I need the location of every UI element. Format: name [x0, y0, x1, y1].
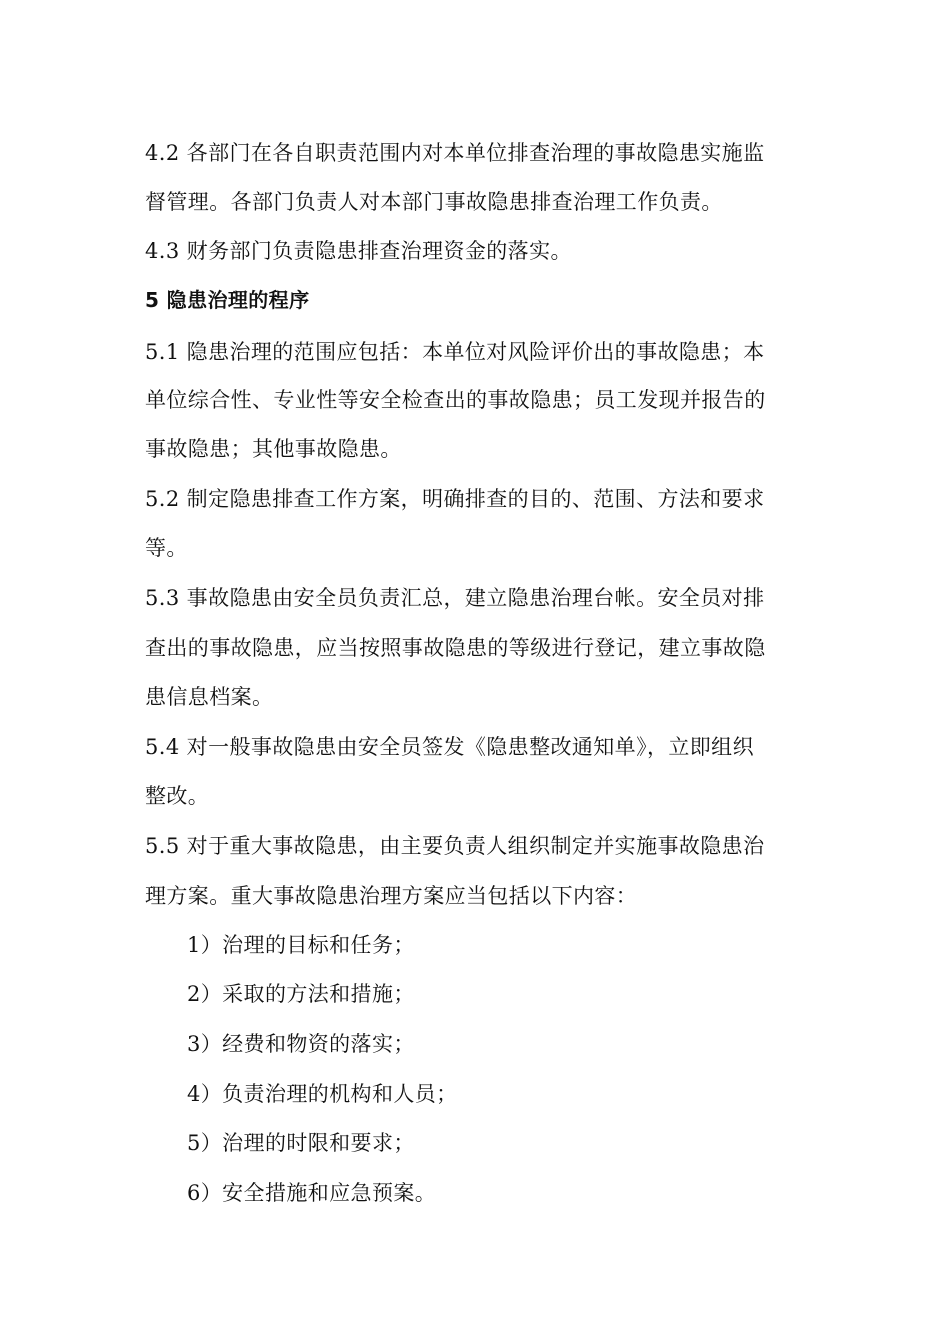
- paragraph-4-2-line-1: 4.2 各部门在各自职责范围内对本单位排查治理的事故隐患实施监: [145, 141, 765, 165]
- paragraph-5-1-line-1: 5.1 隐患治理的范围应包括：本单位对风险评价出的事故隐患；本: [145, 340, 765, 364]
- paragraph-5-2-line-2: 等。: [145, 536, 188, 560]
- paragraph-5-3-line-3: 患信息档案。: [145, 685, 274, 709]
- list-item: 2）采取的方法和措施；: [187, 982, 415, 1006]
- section-5-heading: 5 隐患治理的程序: [145, 288, 310, 312]
- paragraph-5-4-line-2: 整改。: [145, 784, 210, 808]
- list-item: 3）经费和物资的落实；: [187, 1032, 415, 1056]
- paragraph-5-1-line-2: 单位综合性、专业性等安全检查出的事故隐患；员工发现并报告的: [145, 388, 766, 412]
- list-item: 5）治理的时限和要求；: [187, 1131, 415, 1155]
- paragraph-5-5-line-2: 理方案。重大事故隐患治理方案应当包括以下内容：: [145, 884, 638, 908]
- paragraph-5-5-line-1: 5.5 对于重大事故隐患，由主要负责人组织制定并实施事故隐患治: [145, 834, 765, 858]
- paragraph-5-4-line-1: 5.4 对一般事故隐患由安全员签发《隐患整改通知单》，立即组织: [145, 735, 754, 759]
- list-item: 6）安全措施和应急预案。: [187, 1181, 437, 1205]
- list-item: 1）治理的目标和任务；: [187, 933, 415, 957]
- paragraph-5-2-line-1: 5.2 制定隐患排查工作方案，明确排查的目的、范围、方法和要求: [145, 487, 765, 511]
- paragraph-5-3-line-1: 5.3 事故隐患由安全员负责汇总，建立隐患治理台帐。安全员对排: [145, 586, 765, 610]
- paragraph-5-1-line-3: 事故隐患；其他事故隐患。: [145, 437, 402, 461]
- paragraph-4-3: 4.3 财务部门负责隐患排查治理资金的落实。: [145, 239, 572, 263]
- paragraph-4-2-line-2: 督管理。各部门负责人对本部门事故隐患排查治理工作负责。: [145, 190, 723, 214]
- paragraph-5-3-line-2: 查出的事故隐患，应当按照事故隐患的等级进行登记，建立事故隐: [145, 636, 766, 660]
- list-item: 4）负责治理的机构和人员；: [187, 1082, 458, 1106]
